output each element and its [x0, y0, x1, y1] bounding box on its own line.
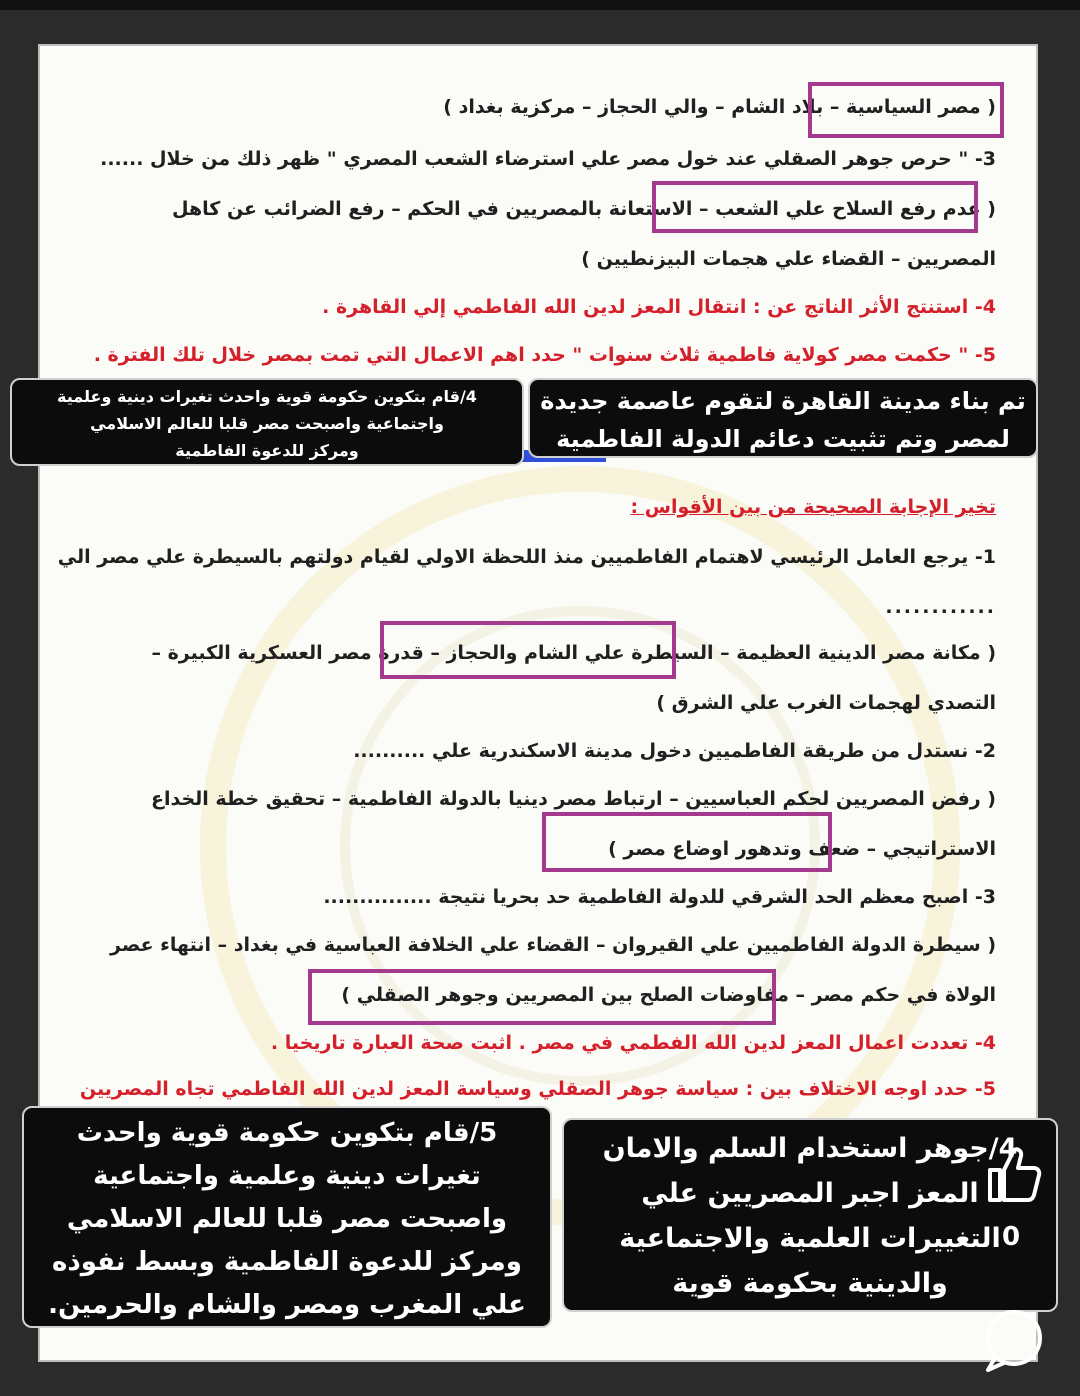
- answer-note-line: واجتماعية واصبحت مصر قلبا للعالم الاسلامي: [90, 414, 444, 433]
- answer-note-line: تغيرات دينية وعلمية واجتماعية: [93, 1161, 481, 1191]
- answer-options-line: ( مصر السياسية – بلاد الشام – والي الحجاز – مركزية بغداد ): [443, 96, 996, 118]
- answer-options-line: المصريين – القضاء علي هجمات البيزنطيين ): [581, 248, 996, 270]
- question-5-text: 5- " حكمت مصر كولاية فاطمية ثلاث سنوات " حدد اهم الاعمال التي تمت بمصر خلال تلك الفترة .: [93, 344, 996, 366]
- answer-options-line: ( مكانة مصر الدينية العظيمة – السيطرة علي الشام والحجاز – قدرة مصر العسكرية الكبيرة –: [151, 642, 996, 664]
- answer-options-line: التصدي لهجمات الغرب علي الشرق ): [656, 692, 996, 714]
- answer-note-line: 4/جوهر استخدام السلم والامان: [602, 1133, 1018, 1164]
- like-button[interactable]: [980, 1140, 1050, 1210]
- answer-options-line: ( رفض المصريين لحكم العباسيين – ارتباط مصر دينيا بالدولة الفاطمية – تحقيق خطة الخداع: [150, 788, 996, 810]
- answer-note-2: [10, 378, 524, 466]
- answer-note-line: المعز اجبر المصريين علي: [641, 1178, 979, 1209]
- top-status-bar: [0, 0, 1080, 10]
- answer-note-line: ومركز للدعوة الفاطمية وبسط نفوذه: [52, 1247, 522, 1277]
- answer-note-line: التغييرات العلمية والاجتماعية: [619, 1223, 1001, 1254]
- answer-note-line: ومركز للدعوة الفاطمية: [175, 441, 359, 460]
- thumbs-up-icon: [980, 1140, 1050, 1210]
- section-heading: تخير الإجابة الصحيحة من بين الأقواس :: [630, 496, 996, 518]
- answer-highlight-box: [308, 969, 776, 1025]
- mcq-3-text: 3- اصبح معظم الحد الشرقي للدولة الفاطمية حد بحريا نتيجة ...............: [323, 886, 996, 908]
- question-3-text: 3- " حرص جوهر الصقلي عند خول مصر علي استرضاء الشعب المصري " ظهر ذلك من خلال ......: [100, 148, 996, 170]
- mcq-2-text: 2- نستدل من طريقة الفاطميين دخول مدينة الاسكندرية علي ..........: [353, 740, 996, 762]
- question-4b-text: 4- تعددت اعمال المعز لدين الله الفطمي في مصر . اثبت صحة العبارة تاريخيا .: [270, 1032, 996, 1054]
- answer-note-line: علي المغرب ومصر والشام والحرمين.: [48, 1290, 526, 1320]
- mcq-1-blank: ............: [885, 596, 996, 618]
- mcq-1-text: 1- يرجع العامل الرئيسي لاهتمام الفاطميين منذ اللحظة الاولي لقيام دولتهم بالسيطرة علي مصر الي: [57, 546, 996, 568]
- answer-note-line: واصبحت مصر قلبا للعالم الاسلامي: [66, 1204, 508, 1234]
- answer-highlight-box: [808, 82, 1004, 138]
- answer-note-1: [528, 378, 1038, 458]
- answer-options-line: ( عدم رفع السلاح علي الشعب – الاستعانة بالمصريين في الحكم – رفع الضرائب عن كاهل: [172, 198, 996, 220]
- answer-highlight-box: [542, 812, 832, 872]
- answer-options-line: ( سيطرة الدولة الفاطميين علي القيروان – القضاء علي الخلافة العباسية في بغداد – انتهاء عصر: [110, 934, 996, 956]
- answer-note-line: 4/قام بتكوين حكومة قوية واحدث تغيرات دينية وعلمية: [57, 387, 477, 406]
- answer-options-line: الولاة في حكم مصر – مفاوضات الصلح بين المصريين وجوهر الصقلي ): [341, 984, 996, 1006]
- answer-note-3: [22, 1106, 552, 1328]
- answer-note-line: والدينية بحكومة قوية: [672, 1268, 948, 1299]
- answer-note-line: لمصر وتم تثبيت دعائم الدولة الفاطمية: [556, 425, 1010, 453]
- answer-options-line: الاستراتيجي – ضعف وتدهور اوضاع مصر ): [608, 838, 996, 860]
- answer-highlight-box: [380, 621, 676, 679]
- like-count: 0: [1002, 1222, 1021, 1252]
- answer-highlight-box: [652, 181, 978, 233]
- comment-button[interactable]: [980, 1306, 1050, 1376]
- question-4-text: 4- استنتج الأثر الناتج عن : انتقال المعز لدين الله الفاطمي إلي القاهرة .: [322, 296, 996, 318]
- answer-note-line: 5/قام بتكوين حكومة قوية واحدث: [76, 1118, 498, 1148]
- chat-bubble-icon: [980, 1306, 1050, 1376]
- answer-note-line: تم بناء مدينة القاهرة لتقوم عاصمة جديدة: [540, 387, 1026, 415]
- question-5b-text: 5- حدد اوجه الاختلاف بين : سياسة جوهر الصقلي وسياسة المعز لدين الله الفاطمي تجاه المصريين: [79, 1078, 996, 1100]
